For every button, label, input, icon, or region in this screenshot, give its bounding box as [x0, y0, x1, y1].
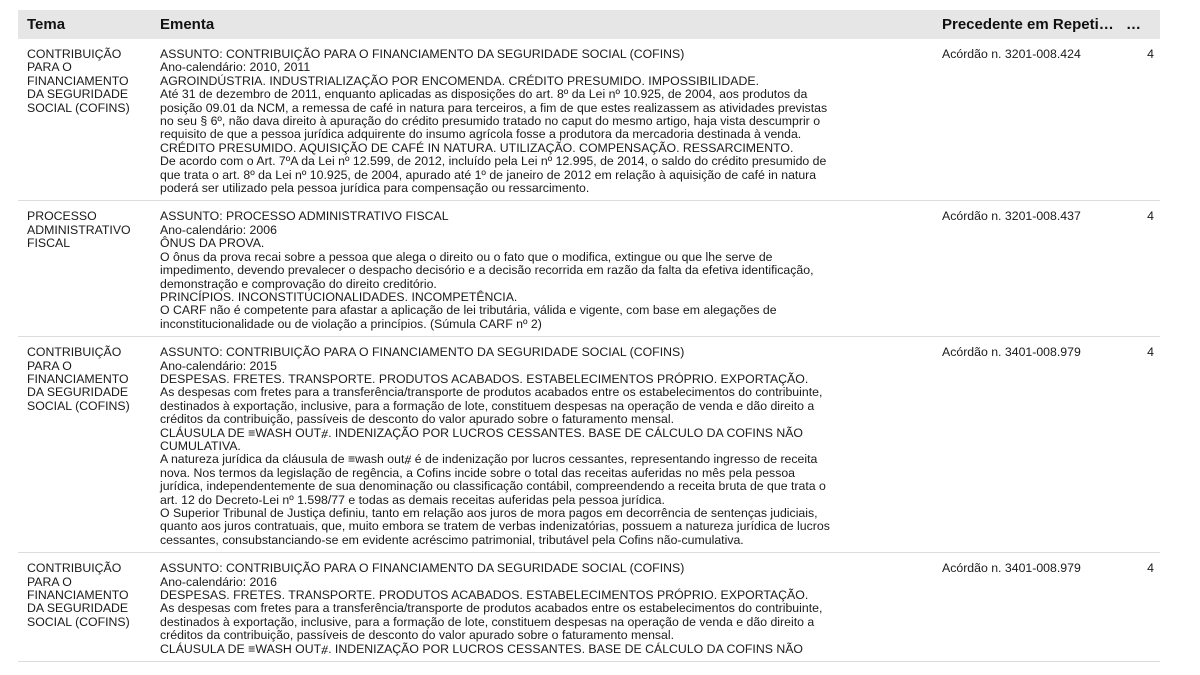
- ementa-line: O ônus da prova recai sobre a pessoa que alega o direito ou o fato que o modifica, extingue ou que lhe serve de: [160, 249, 773, 264]
- ementa-line: ASSUNTO: CONTRIBUIÇÃO PARA O FINANCIAMENTO DA SEGURIDADE SOCIAL (COFINS): [160, 345, 685, 360]
- ementa-line: jurídica, independentemente de sua denominação ou classificação contábil, compreendendo a receita bruta de que trata o: [160, 479, 826, 494]
- ementa-line: O Superior Tribunal de Justiça definiu, tanto em relação aos juros de mora pagos em decorrência de sentenças judiciais,: [160, 506, 818, 520]
- ementa-line: Ano-calendário: 2016: [160, 574, 277, 589]
- ementa-line: ASSUNTO: CONTRIBUIÇÃO PARA O FINANCIAMENTO DA SEGURIDADE SOCIAL (COFINS): [160, 47, 685, 61]
- cell-count: 4: [1147, 47, 1154, 61]
- ementa-line: ASSUNTO: PROCESSO ADMINISTRATIVO FISCAL: [160, 209, 449, 224]
- ementa-line: A natureza jurídica da cláusula de ≡wash out⧣ é de indenização por lucros cessantes, representando ingresso de receita: [160, 452, 818, 467]
- table-row[interactable]: [18, 553, 1160, 662]
- ementa-line: créditos da contribuição, passíveis de desconto do valor apurado sobre o faturamento mensal.: [160, 412, 675, 427]
- cell-tema: [18, 553, 160, 661]
- ementa-line: ASSUNTO: CONTRIBUIÇÃO PARA O FINANCIAMENTO DA SEGURIDADE SOCIAL (COFINS): [160, 561, 685, 576]
- table-row[interactable]: [18, 337, 1160, 553]
- table-row[interactable]: [18, 201, 1160, 337]
- cell-tema: [18, 337, 160, 552]
- ementa-line: CLÁUSULA DE ≡WASH OUT⧣. INDENIZAÇÃO POR LUCROS CESSANTES. BASE DE CÁLCULO DA COFINS NÃO: [160, 641, 803, 656]
- tema-text: CONTRIBUIÇÃO PARA O FINANCIAMENTO DA SEGURIDADE SOCIAL (COFINS): [27, 561, 130, 629]
- ementa-line: cessantes, consubstanciando-se em evidente acréscimo patrimonial, tributável pela Cofins não-cumulativa.: [160, 532, 744, 547]
- ementa-line: impedimento, devendo prevalecer o despacho decisório e a decisão recorrida em razão da falta da efetiva identificação,: [160, 263, 814, 278]
- ementa-line: que trata o art. 8º da Lei nº 10.925, de 2004, apurado até 1º de janeiro de 2012 em relação à aquisição de café in natura: [160, 167, 817, 182]
- ementa-line: CLÁUSULA DE ≡WASH OUT⧣. INDENIZAÇÃO POR LUCROS CESSANTES. BASE DE CÁLCULO DA COFINS NÃO: [160, 425, 803, 440]
- table-header: [18, 10, 1160, 39]
- cell-ementa: [160, 201, 934, 336]
- tema-text: PROCESSO ADMINISTRATIVO FISCAL: [27, 209, 131, 251]
- ementa-line: créditos da contribuição, passíveis de desconto do valor apurado sobre o faturamento mensal.: [160, 628, 675, 643]
- ementa-line: CUMULATIVA.: [160, 438, 241, 453]
- ementa-line: PRINCÍPIOS. INCONSTITUCIONALIDADES. INCOMPETÊNCIA.: [160, 289, 518, 304]
- cell-ementa: [160, 39, 934, 200]
- ementa-line: O CARF não é competente para afastar a aplicação de lei tributária, válida e vigente, com base em alegações de: [160, 303, 777, 318]
- tema-text: CONTRIBUIÇÃO PARA O FINANCIAMENTO DA SEGURIDADE SOCIAL (COFINS): [27, 345, 130, 413]
- cell-precedente[interactable]: Acórdão n. 3201-008.437: [942, 209, 1081, 224]
- table-body: [18, 39, 1160, 662]
- ementa-line: DESPESAS. FRETES. TRANSPORTE. PRODUTOS ACABADOS. ESTABELECIMENTOS PRÓPRIO. EXPORTAÇÃO.: [160, 371, 809, 386]
- cell-count: 4: [1147, 345, 1154, 360]
- cell-precedente[interactable]: Acórdão n. 3201-008.424: [942, 47, 1081, 61]
- ementa-line: De acordo com o Art. 7ºA da Lei nº 12.599, de 2012, incluído pela Lei nº 12.995, de 2014, o saldo do crédito presumido de: [160, 154, 827, 169]
- ementa-line: demonstração e comprovação do direito creditório.: [160, 276, 437, 291]
- column-header-precedente[interactable]: Precedente em Repeti…: [942, 16, 1114, 33]
- ementa-line: nova. Nos termos da legislação de regência, a Cofins incide sobre o total das receitas auferidas no mês pela pessoa: [160, 465, 796, 480]
- cell-tema: [18, 201, 160, 336]
- ementa-line: requisito de que a pessoa jurídica adquirente do insumo agrícola fosse a produtora da mercadoria destinada à venda.: [160, 127, 802, 142]
- ementa-line: Ano-calendário: 2006: [160, 222, 277, 237]
- cell-ementa: [160, 337, 934, 552]
- ementa-line: no seu § 6º, não dava direito à apuração do crédito presumido tratado no caput do mesmo artigo, haja vista descumprir o: [160, 114, 821, 129]
- ementa-line: destinados à exportação, inclusive, para a formação de lote, constituem despesas na operação de venda e dão direito a: [160, 614, 815, 629]
- ementa-line: art. 12 do Decreto-Lei nº 1.598/77 e todas as demais receitas auferidas pela pessoa jurídica.: [160, 492, 665, 507]
- ementa-line: ÔNUS DA PROVA.: [160, 236, 265, 251]
- ementa-line: AGROINDÚSTRIA. INDUSTRIALIZAÇÃO POR ENCOMENDA. CRÉDITO PRESUMIDO. IMPOSSIBILIDADE.: [160, 73, 759, 88]
- results-table: [18, 10, 1160, 662]
- cell-count: 4: [1147, 561, 1154, 576]
- ementa-line: inconstitucionalidade ou de violação a princípios. (Súmula CARF nº 2): [160, 316, 542, 331]
- ementa-line: posição 09.01 da NCM, a remessa de café in natura para terceiros, a fim de que estes realizassem as atividades previstas: [160, 100, 828, 115]
- column-header-ementa[interactable]: Ementa: [160, 16, 215, 33]
- table-row[interactable]: [18, 39, 1160, 201]
- ementa-line: quanto aos juros contratuais, que, muito embora se tratem de verbas indenizatórias, possuem a natureza jurídica de lucros: [160, 519, 830, 534]
- ementa-line: Ano-calendário: 2010, 2011: [160, 60, 311, 75]
- ementa-line: Ano-calendário: 2015: [160, 358, 277, 373]
- ementa-line: destinados à exportação, inclusive, para a formação de lote, constituem despesas na operação de venda e dão direito a: [160, 398, 815, 413]
- cell-precedente[interactable]: Acórdão n. 3401-008.979: [942, 345, 1081, 360]
- tema-text: CONTRIBUIÇÃO PARA O FINANCIAMENTO DA SEGURIDADE SOCIAL (COFINS): [27, 47, 130, 115]
- ementa-line: DESPESAS. FRETES. TRANSPORTE. PRODUTOS ACABADOS. ESTABELECIMENTOS PRÓPRIO. EXPORTAÇÃO.: [160, 588, 809, 603]
- column-header-tema[interactable]: Tema: [27, 16, 66, 33]
- ementa-line: As despesas com fretes para a transferência/transporte de produtos acabados entre os estabelecimentos do contribuinte,: [160, 601, 823, 616]
- cell-count: 4: [1147, 209, 1154, 224]
- column-header-more[interactable]: …: [1126, 16, 1141, 33]
- cell-ementa: [160, 553, 934, 661]
- cell-precedente[interactable]: Acórdão n. 3401-008.979: [942, 561, 1081, 576]
- ementa-line: CRÉDITO PRESUMIDO. AQUISIÇÃO DE CAFÉ IN NATURA. UTILIZAÇÃO. COMPENSAÇÃO. RESSARCIMENTO.: [160, 140, 794, 155]
- cell-tema: [18, 39, 160, 200]
- ementa-line: poderá ser utilizado pela pessoa jurídica para compensação ou ressarcimento.: [160, 181, 590, 196]
- ementa-line: As despesas com fretes para a transferência/transporte de produtos acabados entre os estabelecimentos do contribuinte,: [160, 385, 823, 400]
- ementa-line: Até 31 de dezembro de 2011, enquanto aplicadas as disposições do art. 8º da Lei nº 10.925, de 2004, aos produtos da: [160, 87, 808, 102]
